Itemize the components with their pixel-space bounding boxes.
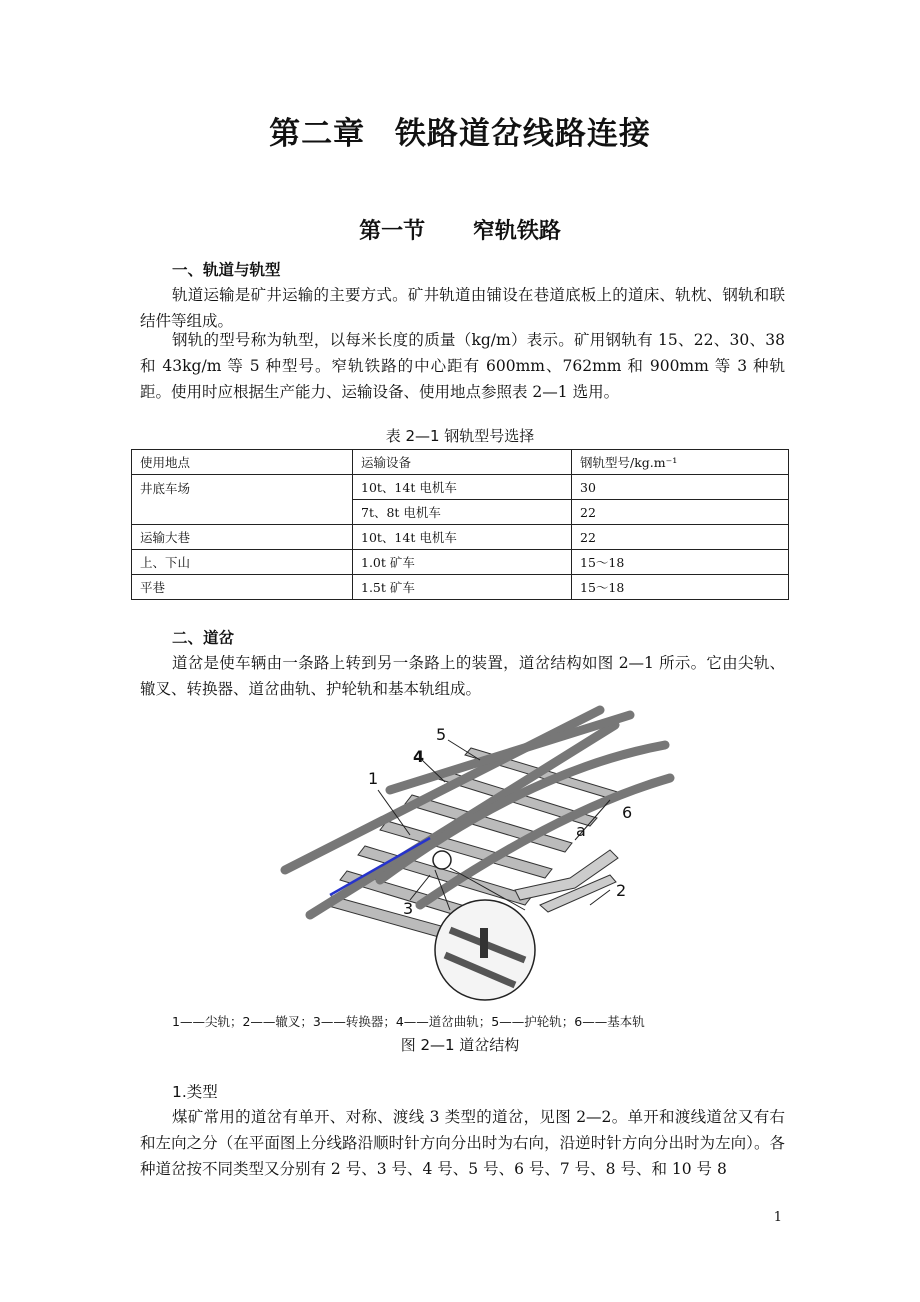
section-number: 第一节 [359, 219, 426, 244]
frog-part [515, 850, 618, 912]
table-cell: 运输大巷 [132, 525, 353, 550]
table-cell: 30 [572, 475, 789, 500]
figure-label-5: 5 [436, 725, 447, 744]
paragraph-turnout-types: 煤矿常用的道岔有单开、对称、渡线 3 类型的道岔，见图 2—2。单开和渡线道岔又有右和左向之分（在平面图上分线路沿顺时针方向分出时为右向，沿逆时针方向分出时为左向）。各种道岔按不同类型又分别有 2 号、3 号、4 号、5 号、6 号、7 号、8 号、和 10 号 8 [140, 1108, 785, 1178]
table-header-cell: 钢轨型号/kg.m⁻¹ [572, 450, 789, 475]
table-row [132, 575, 789, 600]
paragraph-turnout-intro: 道岔是使车辆由一条路上转到另一条路上的装置，道岔结构如图 2—1 所示。它由尖轨、辙叉、转换器、道岔曲轨、护轮轨和基本轨组成。 [140, 654, 785, 698]
table-row [132, 550, 789, 575]
figure-label-6: 6 [622, 803, 633, 822]
table-header-row [132, 450, 789, 475]
turnout-structure-figure [270, 700, 680, 1010]
table-cell: 1.5t 矿车 [353, 575, 572, 600]
subsection-heading-types: 1.类型 [172, 1083, 218, 1101]
figure-label-3: 3 [403, 899, 414, 918]
magnified-switch-lever [480, 928, 488, 958]
table-cell: 15～18 [572, 550, 789, 575]
figure-label-4: 4 [413, 747, 425, 766]
figure-label-2: 2 [616, 881, 627, 900]
subsection-heading-turnout: 二、道岔 [172, 629, 235, 647]
table-cell: 平巷 [132, 575, 353, 600]
switch-detail-marker [433, 851, 451, 869]
table-cell: 22 [572, 500, 789, 525]
table-header-cell: 运输设备 [353, 450, 572, 475]
section-name: 窄轨铁路 [472, 219, 561, 244]
table-cell: 上、下山 [132, 550, 353, 575]
table-cell: 15～18 [572, 575, 789, 600]
paragraph-rail-types: 钢轨的型号称为轨型，以每米长度的质量（kg/m）表示。矿用钢轨有 15、22、30、38 和 43kg/m 等 5 种型号。窄轨铁路的中心距有 600mm、762mm 和 900mm 等 3 种轨距。使用时应根据生产能力、运输设备、使用地点参照表 2—1 选用。 [140, 331, 785, 401]
figure-label-a: a [576, 821, 586, 840]
chapter-title: 第二章 铁路道岔线路连接 [269, 116, 651, 152]
rail-selection-table [131, 449, 789, 600]
figure-caption: 图 2—1 道岔结构 [400, 1036, 520, 1054]
table-row [132, 525, 789, 550]
figure-legend: 1——尖轨；2——辙叉；3——转换器；4——道岔曲轨；5——护轮轨；6——基本轨 [172, 1014, 645, 1029]
table-row [132, 475, 789, 500]
table-caption: 表 2—1 钢轨型号选择 [385, 427, 535, 445]
figure-label-1: 1 [368, 769, 379, 788]
table-cell: 10t、14t 电机车 [353, 475, 572, 500]
table-header-cell: 使用地点 [132, 450, 353, 475]
table-cell: 井底车场 [132, 475, 353, 525]
table-cell: 7t、8t 电机车 [353, 500, 572, 525]
page-number: 1 [773, 1210, 782, 1225]
table-cell: 1.0t 矿车 [353, 550, 572, 575]
table-cell: 10t、14t 电机车 [353, 525, 572, 550]
subsection-heading-track: 一、轨道与轨型 [172, 261, 281, 279]
table-cell: 22 [572, 525, 789, 550]
section-title [0, 214, 920, 245]
paragraph-track-intro: 轨道运输是矿井运输的主要方式。矿井轨道由铺设在巷道底板上的道床、轨枕、钢轨和联结件等组成。 [140, 286, 785, 330]
